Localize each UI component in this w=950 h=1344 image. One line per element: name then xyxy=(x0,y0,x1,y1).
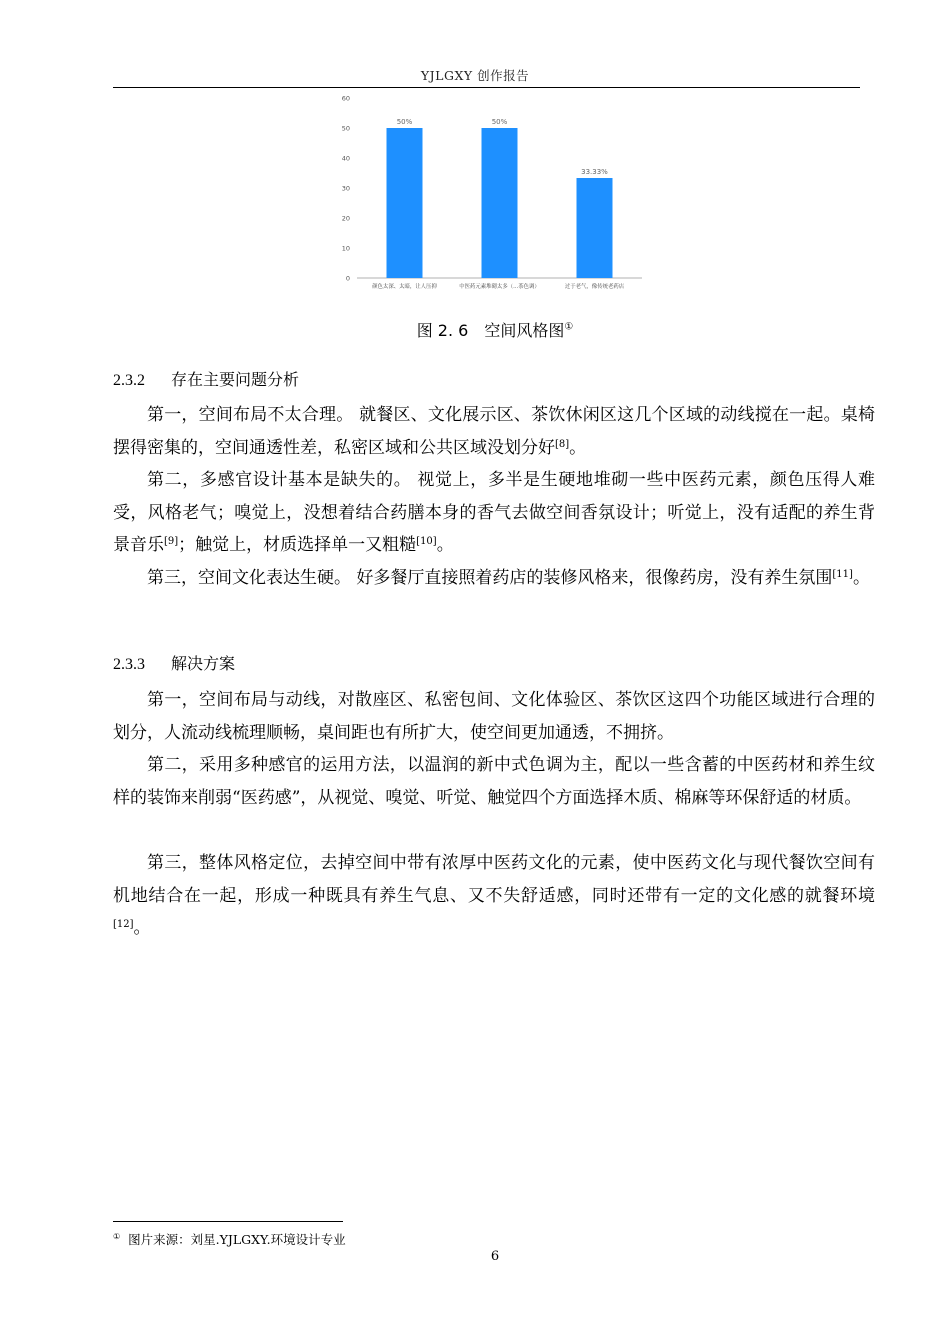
bar-data-label: 50% xyxy=(491,118,508,126)
paragraph: 第三，整体风格定位，去掉空间中带有浓厚中医药文化的元素，使中医药文化与现代餐饮空间有机地结合在一起，形成一种既具有养生气息、又不失舒适感，同时还带有一定的文化感的就餐环境[12]。 xyxy=(113,853,875,938)
bar xyxy=(482,128,518,278)
x-tick-label: 中医药元素堆砌太多（...茶色调） xyxy=(459,284,540,290)
paragraph: 第二，多感官设计基本是缺失的。 视觉上，多半是生硬地堆砌一些中医药元素，颜色压得人难受，风格老气；嗅觉上，没想着结合药膳本身的香气去做空间香氛设计；听觉上，没有适配的养生背景音乐[9]；触觉上，材质选择单一又粗糙[10]。 xyxy=(113,470,875,555)
y-tick-label: 40 xyxy=(341,154,350,163)
y-tick-label: 0 xyxy=(345,274,350,283)
x-tick-label: 过于老气，像传统老药店 xyxy=(564,284,625,290)
y-tick-label: 20 xyxy=(341,214,350,223)
bar xyxy=(577,178,613,278)
paragraph: 第三，空间文化表达生硬。 好多餐厅直接照着药店的装修风格来，很像药房，没有养生氛围[11]。 xyxy=(147,568,870,588)
page-number: 6 xyxy=(490,1249,500,1264)
y-tick-label: 60 xyxy=(341,94,350,103)
footnote-rule xyxy=(113,1221,343,1222)
section-heading-2-3-2: 2.3.2 存在主要问题分析 xyxy=(113,370,300,389)
footnote: ① 图片来源：刘星.YJLGXY.环境设计专业 xyxy=(113,1231,346,1247)
paragraph: 第一，空间布局不太合理。 就餐区、文化展示区、茶饮休闲区这几个区域的动线搅在一起。桌椅摆得密集的，空间通透性差，私密区域和公共区域没划分好[8]。 xyxy=(113,405,875,458)
figure-caption: 图 2. 6 空间风格图① xyxy=(416,321,574,340)
bar-data-label: 50% xyxy=(396,118,413,126)
page-header: YJLGXY 创作报告 xyxy=(420,68,530,83)
y-tick-label: 10 xyxy=(341,244,350,253)
y-tick-label: 30 xyxy=(341,184,350,193)
bar xyxy=(387,128,423,278)
paragraph: 第二，采用多种感官的运用方法，以温润的新中式色调为主，配以一些含蓄的中医药材和养生纹样的装饰来削弱“医药感”，从视觉、嗅觉、听觉、触觉四个方面选择木质、棉麻等环保舒适的材质。 xyxy=(113,755,875,808)
bar-chart xyxy=(330,90,650,300)
x-tick-label: 颜色太深、太暗，让人压抑 xyxy=(372,284,437,290)
bar-data-label: 33.33% xyxy=(581,168,608,177)
y-tick-label: 50 xyxy=(341,124,350,133)
section-heading-2-3-3: 2.3.3 解决方案 xyxy=(113,654,236,673)
paragraph: 第一，空间布局与动线，对散座区、私密包间、文化体验区、茶饮区这四个功能区域进行合理的划分，人流动线梳理顺畅，桌间距也有所扩大，使空间更加通透，不拥挤。 xyxy=(113,690,875,743)
header-rule xyxy=(113,87,860,88)
